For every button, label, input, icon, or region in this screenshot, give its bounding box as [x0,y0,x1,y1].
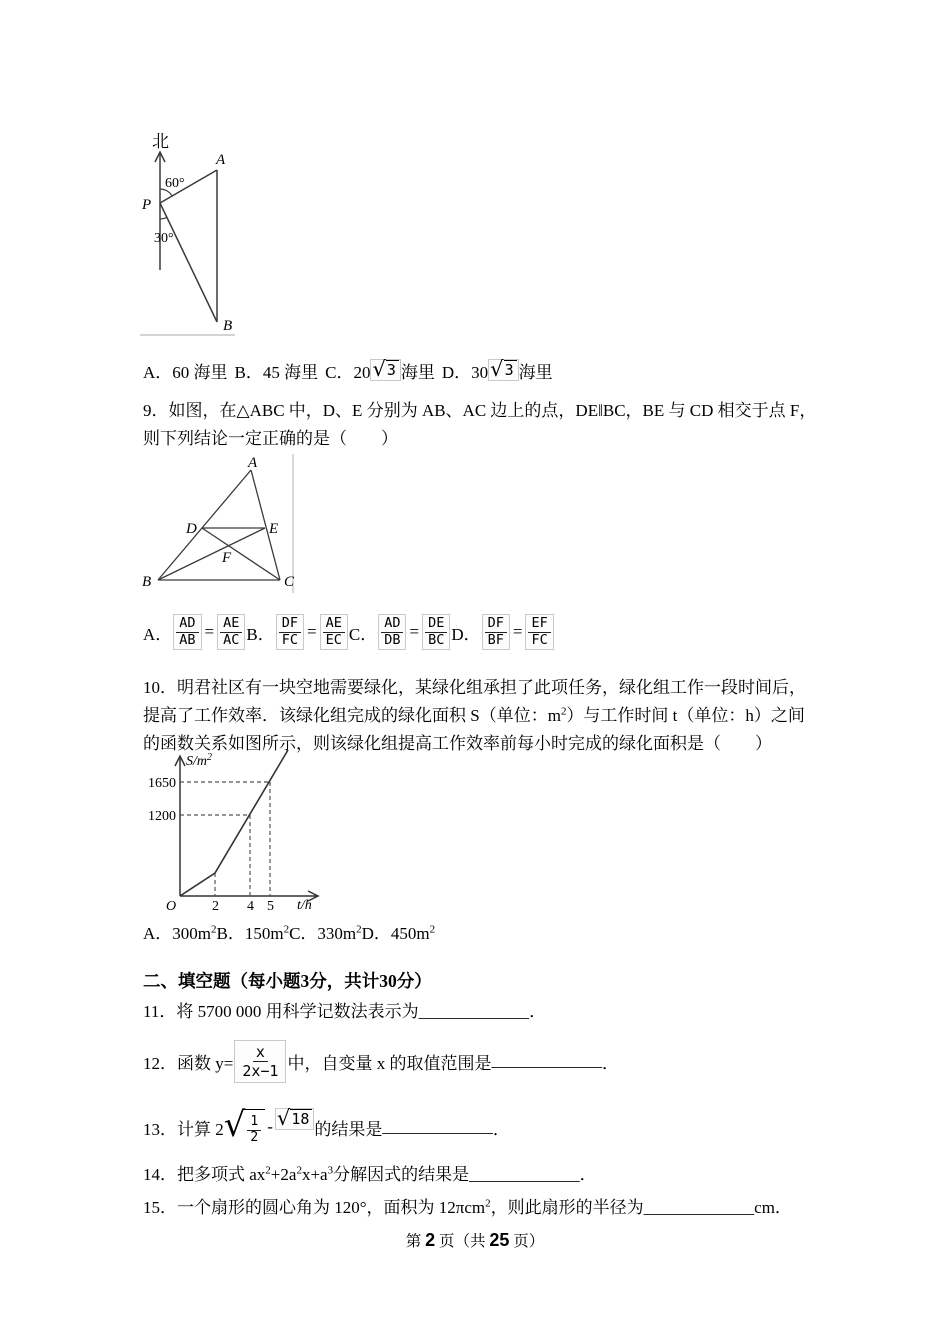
text-segment: 提高了工作效率．该绿化组完成的绿化面积 S（单位：m [143,706,561,725]
question-15 [143,1196,792,1220]
angle-30-label: 30° [154,231,174,246]
answer-blank: _____________ [382,1117,493,1136]
numerator: DF [485,616,507,633]
current-page-number: 2 [425,1230,436,1250]
question-10-line-2 [143,704,805,728]
fraction [173,614,201,650]
q9-option-c-label: C． [348,624,378,644]
q10-option-a: A．300m [143,924,211,943]
denominator: AC [223,631,240,648]
footer-text: 页） [509,1233,545,1250]
point-e-label: E [269,521,279,537]
footer-text: 页（共 [435,1233,490,1250]
q9-option-b-label: B． [246,624,275,644]
q8-option-c-unit: 海里 [400,362,435,382]
superscript: 2 [429,923,436,936]
bearing-diagram [128,105,248,350]
superscript: 3 [327,1164,334,1177]
sqrt3-expression [370,359,400,381]
chart-dashed-guides [180,782,270,896]
q9-option-a-label: A． [143,624,173,644]
question-9-line-2: 则下列结论一定正确的是（ ） [143,429,398,448]
vertex-a-label: A [248,455,258,471]
q8-option-a: A．60 海里 [143,362,228,382]
numerator: AE [323,616,345,633]
numerator: DE [425,616,447,633]
radical-sign: √ [276,1106,291,1131]
q10-option-d: D．450m [361,924,430,943]
fraction [378,614,406,650]
denominator: FC [281,631,299,648]
superscript: 2 [283,923,290,936]
q10-option-b: B．150m [216,924,284,943]
angle-60-label: 60° [165,176,185,191]
question-13 [143,1103,510,1151]
text-segment: ，则此扇形的半径为 [490,1198,644,1217]
origin-label: O [166,899,177,914]
total-page-count: 25 [489,1230,510,1250]
q8-option-c: C．20 [325,362,371,382]
x-tick-2: 2 [212,899,219,914]
q9-options-row [143,608,555,656]
section-2-header: 二、填空题（每小题3分，共计30分） [143,971,432,991]
fraction [234,1040,286,1083]
equals-sign: = [204,622,215,641]
question-9-line-1: 9．如图，在△ABC 中，D、E 分别为 AB、AC 边上的点，DE‖BC，BE 与 CD 相交于点 F， [143,401,817,420]
fraction [422,614,450,650]
radicand: 18 [290,1109,312,1128]
triangle-edges [158,470,280,580]
question-12 [143,1036,619,1086]
radicand: 3 [504,360,517,379]
radical-sign: √ [490,357,504,382]
fraction [482,614,510,650]
point-p-label: P [142,197,152,213]
text-segment: cm． [754,1198,792,1217]
text-segment: 分解因式的结果是 [333,1165,470,1184]
sqrt3-expression [488,359,518,381]
text-segment: ）与工作时间 t（单位：h）之间 [566,706,805,725]
denominator: BF [487,631,504,648]
superscript: 2 [265,1164,271,1177]
point-f-label: F [222,550,232,566]
superscript: 2 [560,705,567,718]
question-14 [143,1163,597,1187]
minus-sign: - [267,1117,273,1136]
fraction [217,614,245,650]
numerator: EF [528,616,550,633]
point-b-label: B [223,318,233,334]
radicand: 3 [386,360,399,379]
fraction [320,614,348,650]
y-label-sup: 2 [207,752,212,763]
denominator: 2x−1 [242,1061,279,1080]
equals-sign: = [307,622,317,641]
text-segment: 12．函数 y= [143,1053,234,1073]
text-segment: 11．将 5700 000 用科学记数法表示为 [143,1002,419,1021]
north-label: 北 [152,132,169,151]
answer-blank: _____________ [469,1165,580,1184]
denominator: EC [325,631,342,648]
x-tick-5: 5 [267,899,274,914]
radicand [245,1109,265,1145]
numerator: 1 [247,1115,261,1130]
answer-blank: _____________ [491,1051,602,1070]
text-segment: 13．计算 2 [143,1119,224,1139]
question-10-line-1: 10．明君社区有一块空地需要绿化，某绿化组承担了此项任务，绿化组工作一段时间后， [143,678,806,697]
chart-axes [175,756,318,901]
denominator: AB [179,631,196,648]
q10-options-row [143,922,435,946]
text-segment: ． [529,1002,547,1021]
y-label-base: S/m [186,754,207,769]
point-a-label: A [216,152,226,168]
radical-sign: √ [372,357,386,382]
text-segment: x+a [301,1165,328,1184]
superscript: 2 [356,923,362,936]
fraction [276,614,304,650]
answer-blank: _____________ [643,1198,755,1217]
denominator: FC [531,631,548,648]
numerator: DF [279,616,301,633]
numerator: AE [220,616,242,633]
q8-option-b: B．45 海里 [234,362,319,382]
footer-text: 第 [405,1233,426,1250]
text-segment: 15．一个扇形的圆心角为 120°，面积为 12πcm [143,1198,486,1217]
sqrt-half-expression [223,1105,266,1146]
radical-sign: √ [223,1105,246,1146]
chart-series-line [180,750,288,896]
denominator: DB [384,631,401,648]
point-d-label: D [186,521,197,537]
equals-sign: = [409,622,420,641]
numerator: x [253,1043,268,1062]
q9-option-d-label: D． [451,624,481,644]
numerator: AD [381,616,403,633]
text-segment: ． [579,1165,597,1184]
x-axis-label: t/h [297,898,312,913]
y-tick-1200: 1200 [148,809,176,824]
superscript: 2 [211,923,217,936]
superscript: 2 [296,1164,302,1177]
text-segment: 14．把多项式 ax [143,1165,266,1184]
q8-option-d-unit: 海里 [518,362,553,382]
denominator: BC [428,631,445,648]
y-axis-label [186,752,212,769]
text-segment: ． [601,1053,619,1073]
text-segment: +2a [270,1165,297,1184]
vertex-c-label: C [284,574,295,590]
q8-option-d: D．30 [441,362,489,382]
page-footer [0,1229,950,1251]
equals-sign: = [512,622,523,641]
y-tick-1650: 1650 [148,776,176,791]
q10-option-c: C．330m [289,924,357,943]
q8-options-row [143,356,553,384]
answer-blank: _____________ [418,1002,530,1021]
text-segment: 中，自变量 x 的取值范围是 [287,1053,492,1073]
sqrt18-expression [275,1108,314,1130]
x-tick-4: 4 [247,899,254,914]
text-segment: 的结果是 [314,1119,383,1139]
superscript: 2 [485,1197,491,1210]
question-11 [143,1000,546,1024]
text-segment: ． [492,1119,510,1139]
vertex-b-label: B [142,574,152,590]
q10-line-chart [130,746,330,918]
triangle-diagram [138,452,308,597]
fraction [525,614,553,650]
numerator: AD [176,616,198,633]
denominator: 2 [250,1129,259,1145]
question-10-line-3: 的函数关系如图所示，则该绿化组提高工作效率前每小时完成的绿化面积是（ ） [143,734,772,753]
